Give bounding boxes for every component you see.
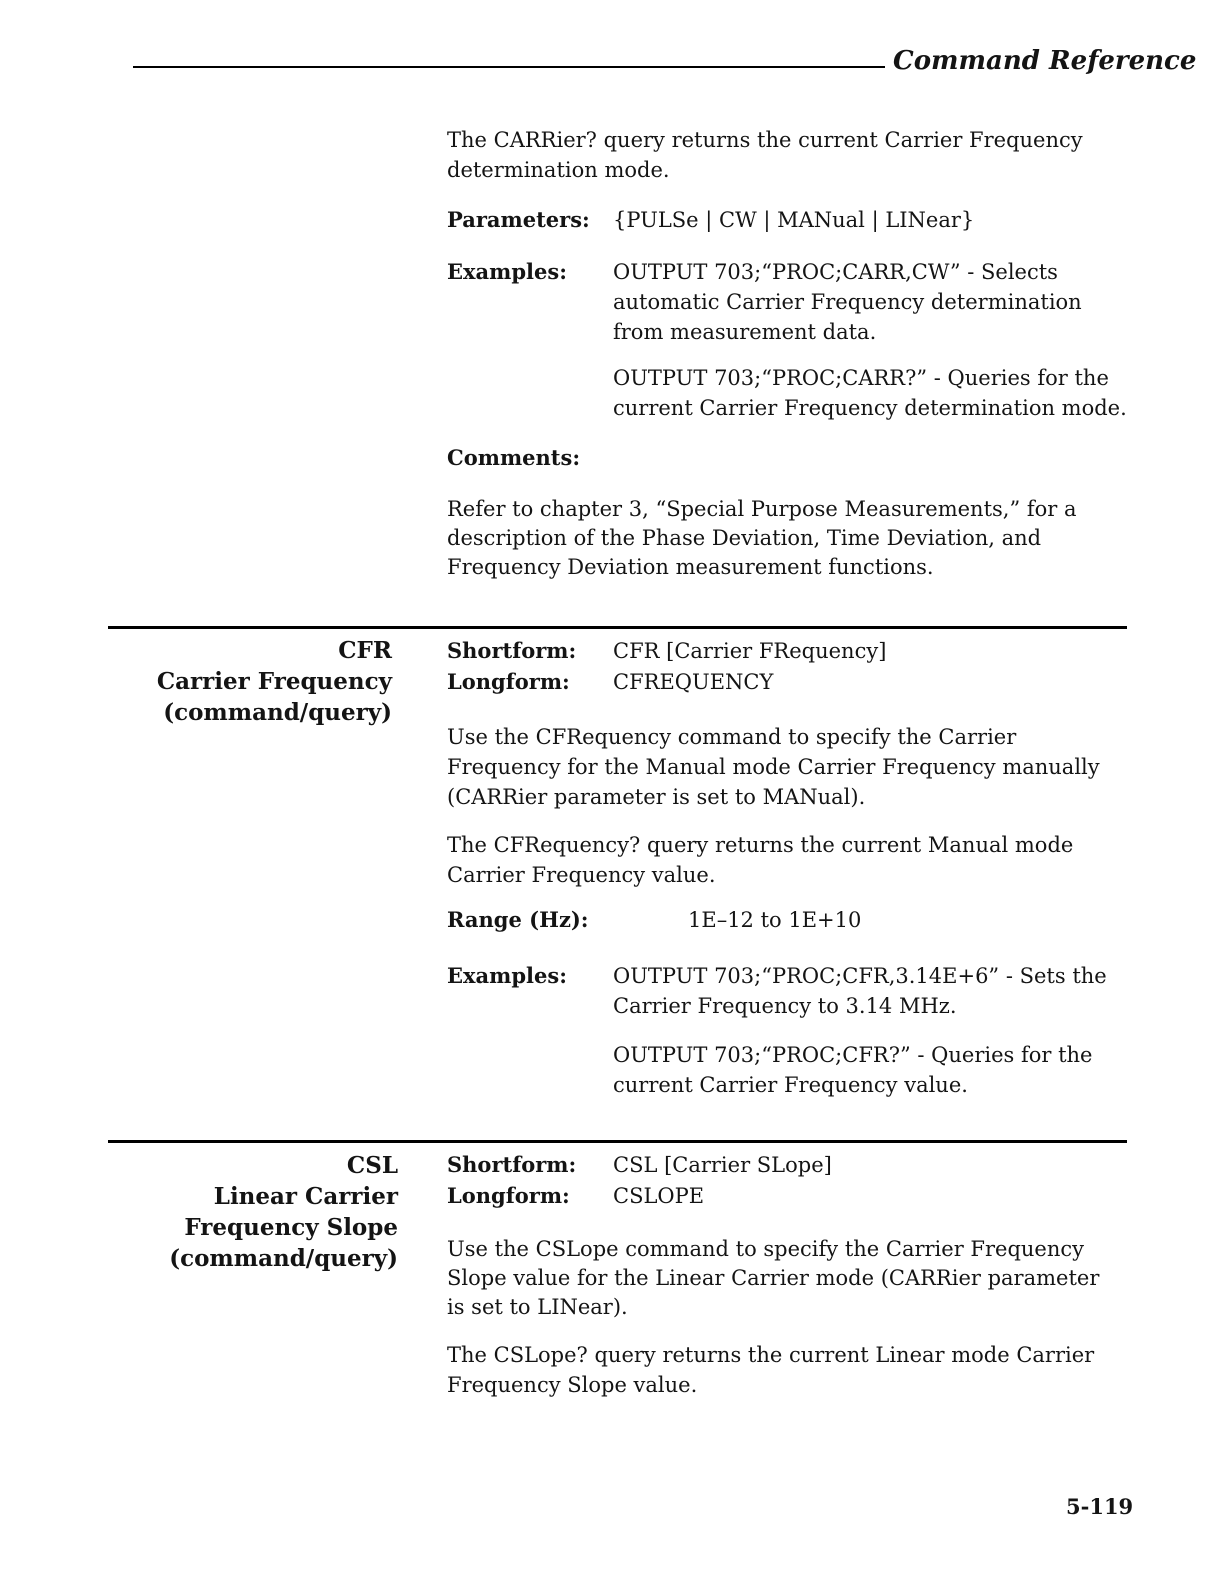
command-title-line: Carrier Frequency [156, 668, 392, 695]
paragraph-line: Frequency for the Manual mode Carrier Frequency manually [447, 755, 1100, 779]
parameters-label: Parameters: [447, 207, 590, 232]
paragraph-line: Slope value for the Linear Carrier mode (CARRier parameter [447, 1266, 1100, 1290]
paragraph-line: The CSLope? query returns the current Linear mode Carrier [447, 1343, 1095, 1367]
paragraph-line: determination mode. [447, 158, 670, 182]
paragraph-line: Frequency Slope value. [447, 1373, 698, 1397]
longform-label: Longform: [447, 669, 570, 694]
example-line: Carrier Frequency to 3.14 MHz. [613, 994, 957, 1018]
example-line: OUTPUT 703;“PROC;CARR?” - Queries for the [613, 366, 1109, 390]
cfr-example-2 [613, 1040, 1092, 1100]
paragraph-line: The CFRequency? query returns the current Manual mode [447, 833, 1074, 857]
paragraph-line: Use the CFRequency command to specify the Carrier [447, 725, 1017, 749]
longform-value: CFREQUENCY [613, 670, 774, 694]
command-name: CFR [338, 637, 392, 664]
paragraph-line: Frequency Deviation measurement functions. [447, 555, 934, 579]
cfr-paragraph-2 [447, 830, 1073, 890]
example-line: current Carrier Frequency determination mode. [613, 396, 1127, 420]
paragraph-line: Carrier Frequency value. [447, 863, 716, 887]
parameters-value: {PULSe | CW | MANual | LINear} [613, 208, 975, 232]
command-title-line: (command/query) [163, 699, 392, 726]
longform-label: Longform: [447, 1183, 570, 1208]
example-line: OUTPUT 703;“PROC;CFR,3.14E+6” - Sets the [613, 964, 1107, 988]
range-value: 1E–12 to 1E+10 [688, 908, 862, 932]
shortform-value: CFR [Carrier FRequency] [613, 639, 887, 663]
range-label: Range (Hz): [447, 907, 589, 932]
command-name: CSL [346, 1152, 398, 1179]
carrier-intro-paragraph [447, 125, 1083, 185]
cfr-paragraph-1 [447, 722, 1100, 812]
header-rule [133, 66, 885, 68]
csl-paragraph-1 [447, 1235, 1099, 1322]
carrier-comments-paragraph [447, 495, 1077, 582]
command-title-line: (command/query) [169, 1245, 398, 1272]
paragraph-line: Use the CSLope command to specify the Carrier Frequency [447, 1237, 1084, 1261]
section-divider [108, 626, 1127, 629]
paragraph-line: The CARRier? query returns the current Carrier Frequency [447, 128, 1083, 152]
cfr-heading [108, 635, 392, 728]
shortform-label: Shortform: [447, 638, 577, 663]
example-line: from measurement data. [613, 320, 877, 344]
example-line: automatic Carrier Frequency determination [613, 290, 1082, 314]
section-divider [108, 1140, 1127, 1143]
page-number: 5-119 [1066, 1494, 1134, 1519]
csl-heading [108, 1150, 398, 1274]
carrier-example-1 [613, 257, 1082, 347]
paragraph-line: Refer to chapter 3, “Special Purpose Measurements,” for a [447, 497, 1077, 521]
command-title-line: Linear Carrier [213, 1183, 398, 1210]
cfr-example-1 [613, 961, 1107, 1021]
paragraph-line: is set to LINear). [447, 1295, 628, 1319]
example-line: OUTPUT 703;“PROC;CARR,CW” - Selects [613, 260, 1058, 284]
example-line: current Carrier Frequency value. [613, 1073, 968, 1097]
command-title-line: Frequency Slope [184, 1214, 398, 1241]
shortform-value: CSL [Carrier SLope] [613, 1153, 832, 1177]
example-line: OUTPUT 703;“PROC;CFR?” - Queries for the [613, 1043, 1093, 1067]
examples-label: Examples: [447, 259, 567, 284]
header-title: Command Reference [893, 46, 1197, 76]
paragraph-line: (CARRier parameter is set to MANual). [447, 785, 866, 809]
longform-value: CSLOPE [613, 1184, 705, 1208]
paragraph-line: description of the Phase Deviation, Time Deviation, and [447, 526, 1042, 550]
csl-paragraph-2 [447, 1340, 1094, 1400]
comments-label: Comments: [447, 445, 581, 470]
examples-label: Examples: [447, 963, 567, 988]
carrier-example-2 [613, 363, 1127, 423]
shortform-label: Shortform: [447, 1152, 577, 1177]
